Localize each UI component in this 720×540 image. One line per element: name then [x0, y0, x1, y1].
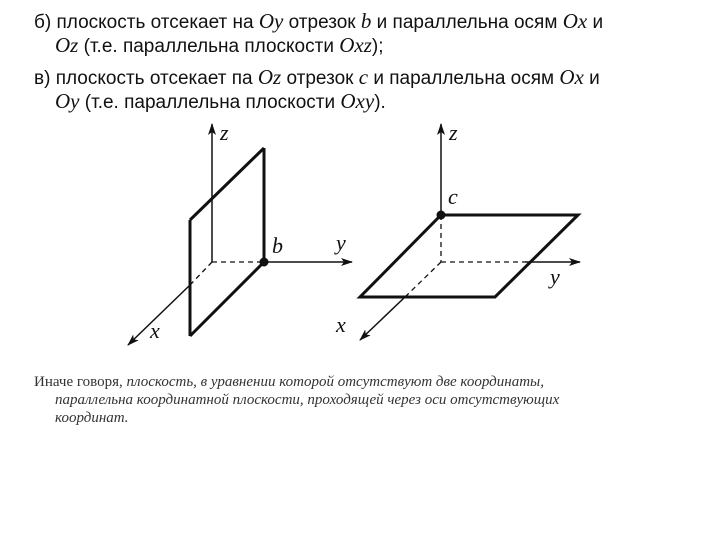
note-word-1: Иначе говоря, [34, 374, 123, 390]
left-plane-top [190, 148, 264, 220]
axis-ox: Ox [559, 65, 584, 89]
b-text-rest: и параллельна осям [371, 12, 563, 33]
right-point-label: c [448, 184, 458, 209]
axis-oy: Oy [258, 9, 284, 33]
axis-oy: Oy [55, 89, 80, 113]
b2-text-end: ); [371, 36, 384, 57]
b2-text-rest: (т.е. параллельна плоскости [78, 36, 340, 57]
note-line-3 [55, 410, 129, 426]
v-text-mid: отрезок [281, 68, 359, 89]
axis-oz: Oz [257, 65, 282, 89]
figure-right [335, 120, 580, 340]
plane-oxy: Oxy [340, 89, 375, 113]
right-x-axis-hidden [405, 262, 441, 297]
note-line-1-text: плоскость, в уравнении которой отсутствуют две координаты, [122, 374, 544, 390]
right-plane [360, 215, 578, 297]
v-text-end: и [583, 68, 600, 89]
segment-c: c [358, 65, 369, 89]
left-x-axis-hidden [190, 262, 212, 285]
plane-oxz: Oxz [339, 33, 372, 57]
axis-ox: Ox [562, 9, 588, 33]
note-line-2-text: параллельна координатной плоскости, проходящей через оси отсутствующих [55, 392, 560, 408]
point-b [260, 258, 269, 267]
left-x-label: x [150, 318, 160, 343]
right-z-label: z [449, 120, 458, 145]
figure-left [128, 120, 352, 345]
note-line-2 [55, 392, 559, 408]
v-text-rest: и параллельна осям [368, 68, 560, 89]
axis-oz: Oz [55, 33, 79, 57]
left-y-label: y [336, 230, 346, 255]
b-text-end: и [587, 12, 604, 33]
right-y-label: y [550, 264, 560, 289]
left-plane-bottom [190, 262, 264, 336]
v2-text-end: ). [374, 92, 386, 113]
note-line-3-text: координат. [55, 410, 129, 426]
note-line-1 [34, 374, 544, 390]
segment-b: b [360, 9, 372, 33]
b-text-mid: отрезок [283, 12, 361, 33]
point-c [437, 211, 446, 220]
b-text-prefix: б) плоскость отсекает на [34, 12, 259, 33]
right-x-axis [360, 297, 405, 340]
v-text-prefix: в) плоскость отсекает па [34, 68, 258, 89]
left-point-label: b [272, 233, 283, 258]
right-x-label: x [336, 312, 346, 337]
v2-text-rest: (т.е. параллельна плоскости [79, 92, 341, 113]
left-z-label: z [220, 120, 229, 145]
